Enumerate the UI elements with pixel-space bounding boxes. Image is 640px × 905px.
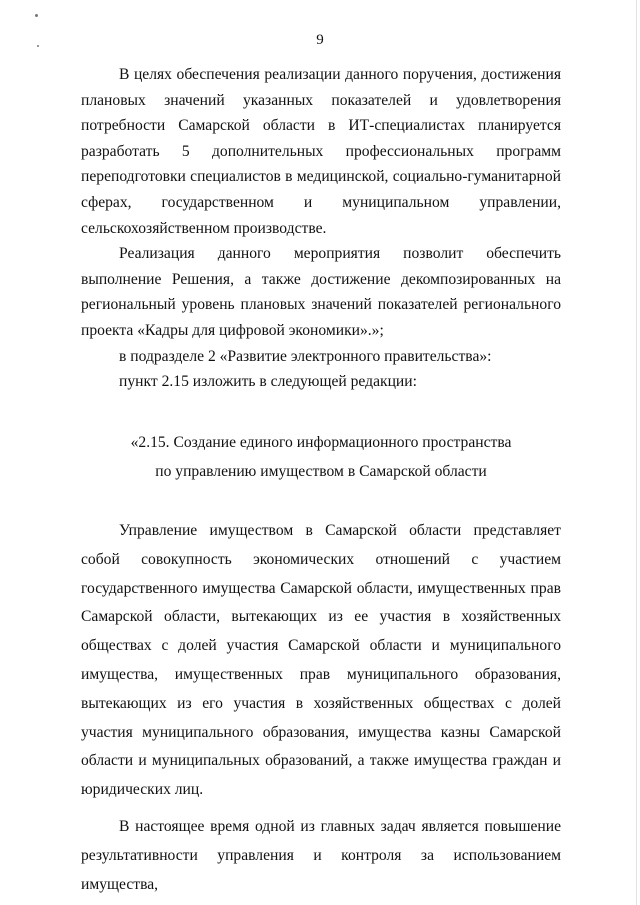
paragraph: в подразделе 2 «Развитие электронного правительства»: [119,347,492,365]
scan-edge-line [636,0,637,905]
section-heading-line-2: по управлению имуществом в Самарской области [155,463,487,480]
body-text-section-1 [81,62,561,395]
paragraph: В целях обеспечения реализации данного поручения, достижения плановых значений указанных показателей и удовлетворения потребности Самарской области в ИТ-специалистах планируется разработать 5 дополнительных профессиональных программ переподготовки специалистов в медицинской, социально-гуманитарной сферах, государственном и муниципальном управлении, сельскохозяйственном производстве. [81,66,561,237]
paragraph: пункт 2.15 изложить в следующей редакции: [119,373,417,391]
body-text-section-2 [81,517,561,899]
paragraph: Управление имуществом в Самарской области представляет собой совокупность экономических отношений с участием государственного имущества Самарской области, имущественных прав Самарской области, вытекающих из ее участия в хозяйственных обществах с долей участия Самарской области и муниципального имущества, имущественных прав муниципального образования, вытекающих из его участия в хозяйственных обществах с долей участия муниципального образования, имущества казны Самарской области и муниципальных образований, а также имущества граждан и юридических лиц. [81,522,561,799]
section-heading [81,428,561,486]
section-heading-line-1: «2.15. Создание единого информационного пространства [130,434,512,451]
scan-speck [35,14,38,17]
paragraph: В настоящее время одной из главных задач является повышение результативности управления и контроля за использованием имущества, [81,817,561,893]
page-number: 9 [316,32,324,48]
paragraph: Реализация данного мероприятия позволит обеспечить выполнение Решения, а также достижение декомпозированных на региональный уровень плановых значений показателей регионального проекта «Кадры для цифровой экономики».»; [81,245,561,339]
